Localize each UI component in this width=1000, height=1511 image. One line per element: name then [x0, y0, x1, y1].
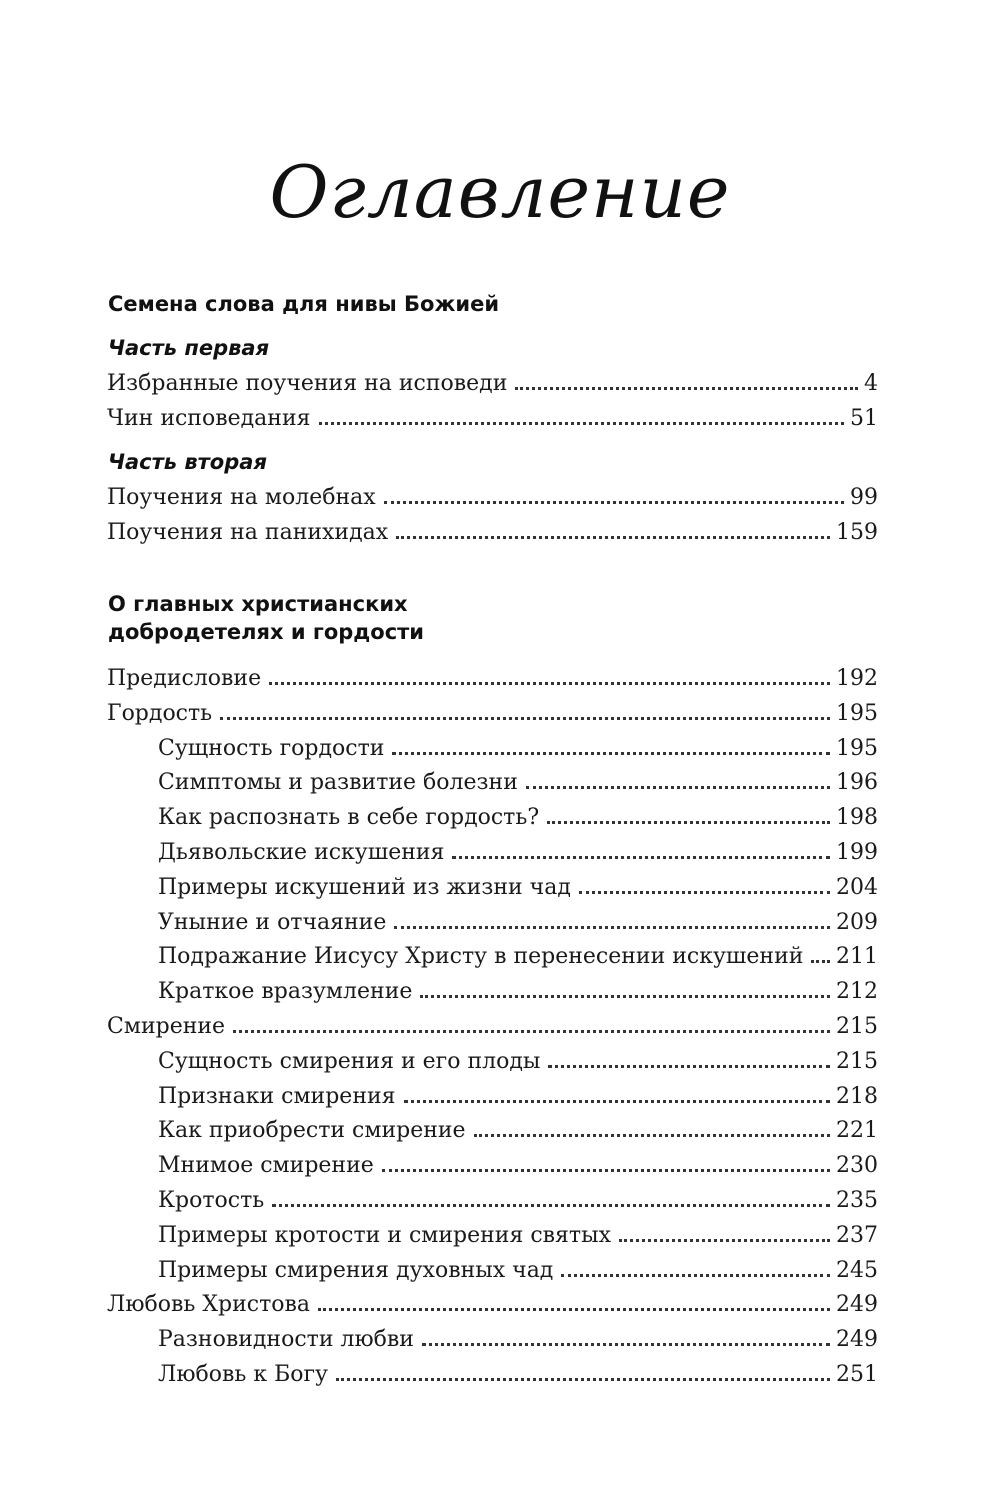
dot-leader	[269, 682, 830, 685]
toc-entry[interactable]	[158, 1255, 878, 1287]
toc-entry-page: 230	[836, 1153, 878, 1179]
toc-entry-page: 4	[864, 371, 878, 396]
dot-leader	[220, 717, 830, 720]
toc-entry-page: 249	[836, 1292, 878, 1318]
toc-entry[interactable]	[107, 482, 878, 514]
toc-entry-label: Симптомы и развитие болезни	[158, 770, 518, 796]
toc-entry-label: Предисловие	[107, 666, 262, 691]
toc-entry-page: 249	[836, 1327, 878, 1353]
toc-entry[interactable]	[107, 403, 878, 435]
toc-entry[interactable]	[158, 733, 878, 765]
toc-entry[interactable]	[158, 1359, 878, 1391]
toc-entry-label: Дьявольские искушения	[158, 840, 445, 865]
toc-entry-page: 215	[836, 1048, 878, 1074]
toc-entry[interactable]	[158, 1185, 878, 1217]
toc-entry-label: Сущность смирения и его плоды	[158, 1048, 541, 1074]
dot-leader	[336, 1378, 830, 1381]
part-heading: Часть вторая	[108, 450, 267, 474]
toc-entry-label: Сущность гордости	[158, 735, 385, 761]
toc-entry[interactable]	[107, 663, 878, 695]
dot-leader	[474, 1134, 830, 1137]
dot-leader	[420, 995, 830, 998]
dot-leader	[811, 960, 830, 963]
dot-leader	[526, 786, 830, 789]
toc-entry[interactable]	[158, 907, 878, 939]
dot-leader	[394, 926, 830, 929]
page-title: Оглавление	[269, 150, 731, 234]
section-heading: Семена слова для нивы Божией	[108, 292, 500, 316]
section-heading-line: О главных христианских	[108, 592, 408, 616]
toc-entry-page: 251	[836, 1362, 878, 1387]
toc-entry[interactable]	[158, 872, 878, 904]
toc-entry[interactable]	[158, 1081, 878, 1113]
toc-entry[interactable]	[107, 368, 878, 400]
toc-entry-label: Любовь Христова	[107, 1292, 311, 1318]
toc-entry[interactable]	[158, 837, 878, 869]
toc-entry-label: Чин исповедания	[107, 406, 311, 431]
toc-entry[interactable]	[107, 1011, 878, 1043]
toc-entry[interactable]	[158, 1324, 878, 1356]
toc-entry-label: Примеры искушений из жизни чад	[158, 874, 571, 900]
toc-entry-label: Гордость	[107, 700, 213, 726]
toc-entry-label: Мнимое смирение	[158, 1153, 374, 1179]
dot-leader	[548, 1065, 830, 1068]
toc-entry-page: 211	[836, 944, 878, 970]
toc-entry-page: 195	[836, 700, 878, 726]
part-heading: Часть первая	[108, 336, 270, 360]
toc-entry-page: 198	[836, 805, 878, 831]
toc-entry-label: Как приобрести смирение	[158, 1118, 466, 1144]
toc-entry[interactable]	[158, 767, 878, 799]
toc-entry-page: 221	[836, 1118, 878, 1144]
toc-entry-label: Уныние и отчаяние	[158, 909, 387, 935]
toc-entry-page: 192	[836, 666, 878, 691]
toc-entry-label: Смирение	[107, 1014, 226, 1039]
toc-entry[interactable]	[107, 517, 878, 549]
dot-leader	[382, 1169, 830, 1172]
toc-entry-page: 51	[850, 406, 878, 431]
dot-leader	[404, 1100, 830, 1103]
toc-entry-page: 215	[836, 1014, 878, 1039]
toc-entry-page: 204	[836, 874, 878, 900]
toc-entry-page: 237	[836, 1222, 878, 1248]
toc-entry-label: Разновидности любви	[158, 1327, 414, 1353]
toc-entry-label: Примеры кротости и смирения святых	[158, 1222, 612, 1248]
dot-leader	[392, 752, 830, 755]
toc-entry-page: 159	[836, 520, 878, 545]
toc-entry-label: Подражание Иисусу Христу в перенесении искушений	[158, 944, 804, 970]
toc-entry-label: Примеры смирения духовных чад	[158, 1257, 554, 1283]
toc-entry-label: Любовь к Богу	[158, 1362, 328, 1387]
dot-leader	[619, 1239, 830, 1242]
toc-entry-page: 209	[836, 909, 878, 935]
dot-leader	[319, 422, 845, 425]
toc-entry[interactable]	[158, 1115, 878, 1147]
toc-entry[interactable]	[158, 1150, 878, 1182]
dot-leader	[561, 1274, 830, 1277]
toc-entry-page: 218	[836, 1083, 878, 1109]
toc-entry-page: 245	[836, 1257, 878, 1283]
toc-entry[interactable]	[107, 698, 878, 730]
dot-leader	[579, 891, 830, 894]
toc-entry-label: Поучения на молебнах	[107, 485, 376, 510]
dot-leader	[233, 1030, 830, 1033]
toc-entry-page: 235	[836, 1188, 878, 1213]
dot-leader	[384, 501, 844, 504]
toc-entry[interactable]	[158, 1220, 878, 1252]
section-heading	[108, 590, 424, 646]
toc-entry[interactable]	[158, 802, 878, 834]
toc-entry[interactable]	[158, 976, 878, 1008]
dot-leader	[396, 536, 830, 539]
dot-leader	[318, 1308, 830, 1311]
toc-entry-page: 195	[836, 735, 878, 761]
toc-entry-label: Избранные поучения на исповеди	[107, 371, 508, 396]
toc-entry-label: Краткое вразумление	[158, 979, 413, 1005]
dot-leader	[547, 821, 830, 824]
toc-entry-page: 196	[836, 770, 878, 796]
dot-leader	[422, 1343, 830, 1346]
toc-entry-page: 212	[836, 979, 878, 1005]
dot-leader	[452, 856, 830, 859]
toc-entry[interactable]	[107, 1289, 878, 1321]
dot-leader	[272, 1204, 830, 1207]
toc-entry[interactable]	[158, 941, 878, 973]
toc-entry-label: Признаки смирения	[158, 1083, 396, 1109]
section-heading-line: добродетелях и гордости	[108, 620, 425, 644]
toc-entry-page: 199	[836, 840, 878, 865]
toc-entry-label: Как распознать в себе гордость?	[158, 805, 540, 831]
toc-entry-label: Кротость	[158, 1188, 265, 1213]
dot-leader	[515, 387, 858, 390]
toc-entry-page: 99	[850, 485, 878, 510]
toc-entry-label: Поучения на панихидах	[107, 520, 389, 545]
toc-entry[interactable]	[158, 1046, 878, 1078]
